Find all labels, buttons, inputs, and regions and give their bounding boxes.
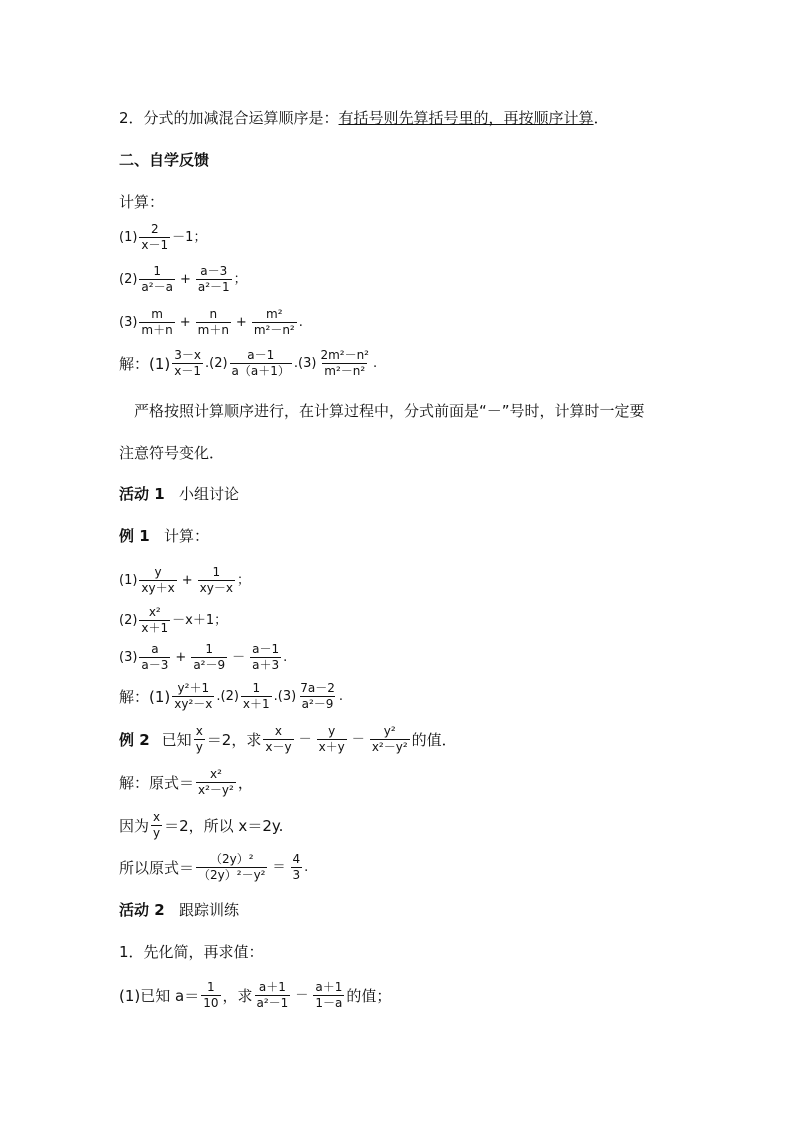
section-heading: 二、自学反馈 xyxy=(119,151,210,169)
compute-label: 计算： xyxy=(119,193,165,211)
activity-2-heading: 活动 2 跟踪训练 xyxy=(119,901,239,919)
example-1-answer: 解：(1) $\frac{\text{y²＋1}}{\text{xy²－x}}$ .(2) $\frac{1}{x+1}$ .(3) $\frac{7a-2}{\text{a²－9}}$ . xyxy=(119,681,343,711)
activity-2-item-1: 1．先化简，再求值： xyxy=(119,943,264,961)
intro-item-2-prefix: 2．分式的加减混合运算顺序是： xyxy=(119,109,339,127)
fraction: $\frac{1}{10}$ xyxy=(203,980,219,1010)
fraction: $\frac{x}{y}$ xyxy=(195,724,203,754)
fraction: $\frac{x}{x-y}$ xyxy=(265,724,292,754)
solution-line-1: 解：原式＝ $\frac{\text{x²}}{\text{x²－y²}}$ ， xyxy=(119,767,253,797)
fraction: $\frac{a-1}{a(a+1)}$ xyxy=(231,348,290,378)
activity-2-question-1: (1)已知 a＝ $\frac{1}{10}$ ，求 $\frac{a+1}{\text{a²－1}}$ － $\frac{a+1}{1-a}$ 的值； xyxy=(119,980,392,1010)
fraction: $\frac{\text{y²＋1}}{\text{xy²－x}}$ xyxy=(174,681,213,711)
solution-line-3: 所以原式＝ $\frac{\text{（2y）²}}{\text{（2y）²－y²}}$ ＝ $\frac{4}{3}$ . xyxy=(119,852,309,882)
activity-1-heading: 活动 1 小组讨论 xyxy=(119,485,239,503)
fraction: $\frac{y}{xy+x}$ xyxy=(141,565,175,595)
answer-line: 解：(1) $\frac{3-x}{x-1}$ .(2) $\frac{a-1}{a(a+1)}$ .(3) $\frac{\text{2m²－n²}}{\text{m²－n²}}$ . xyxy=(119,348,378,378)
fraction: $\frac{1}{\text{a²－a}}$ xyxy=(141,264,173,294)
example-1-heading: 例 1 计算： xyxy=(119,527,209,545)
fraction: $\frac{x}{y}$ xyxy=(153,810,161,840)
fraction: $\frac{a}{a-3}$ xyxy=(141,642,169,672)
fraction: $\frac{a+1}{\text{a²－1}}$ xyxy=(256,980,289,1010)
example-2: 例 2 已知 $\frac{x}{y}$ ＝2，求 $\frac{x}{x-y}$ － $\frac{y}{x+y}$ － $\frac{\text{y²}}{\text{x²－y²}}$ 的值． xyxy=(119,724,457,754)
intro-item-2-suffix: ． xyxy=(593,109,609,127)
fraction: $\frac{a+1}{1-a}$ xyxy=(315,980,343,1010)
fraction: $\frac{y}{x+y}$ xyxy=(318,724,345,754)
fraction: $\frac{a-3}{\text{a²－1}}$ xyxy=(197,264,230,294)
intro-item-2-underlined: 有括号则先算括号里的，再按顺序计算 xyxy=(338,109,594,127)
fraction: $\frac{1}{x+1}$ xyxy=(242,681,270,711)
problem-3: (3) $\frac{m}{m+n}$ + $\frac{n}{m+n}$ + $\frac{\text{m²}}{\text{m²－n²}}$ . xyxy=(119,307,303,337)
solution-line-2: 因为 $\frac{x}{y}$ ＝2，所以 x＝2y. xyxy=(119,810,284,840)
example-1-problem-2: (2) $\frac{\text{x²}}{x+1}$ －x＋1； xyxy=(119,605,228,635)
intro-item-2 xyxy=(119,108,609,128)
fraction: $\frac{1}{xy-x}$ xyxy=(199,565,233,595)
fraction: $\frac{n}{m+n}$ xyxy=(197,307,229,337)
fraction: $\frac{a-1}{a+3}$ xyxy=(252,642,280,672)
problem-rest: －1； xyxy=(172,229,207,245)
fraction: $\frac{\text{y²}}{\text{x²－y²}}$ xyxy=(371,724,408,754)
fraction: $\frac{7a-2}{\text{a²－9}}$ xyxy=(300,681,335,711)
fraction: $\frac{m}{m+n}$ xyxy=(141,307,173,337)
note-line-2: 注意符号变化． xyxy=(119,444,225,462)
fraction: $\frac{3-x}{x-1}$ xyxy=(174,348,201,378)
problem-2: (2) $\frac{1}{\text{a²－a}}$ + $\frac{a-3}{\text{a²－1}}$ ； xyxy=(119,264,247,294)
example-1-problem-1: (1) $\frac{y}{xy+x}$ + $\frac{1}{xy-x}$ ； xyxy=(119,565,250,595)
fraction: $\frac{\text{（2y）²}}{\text{（2y）²－y²}}$ xyxy=(198,852,266,882)
fraction: $\frac{4}{3}$ xyxy=(292,852,301,882)
example-1-problem-3: (3) $\frac{a}{a-3}$ + $\frac{1}{\text{a²－9}}$ － $\frac{a-1}{a+3}$ . xyxy=(119,642,288,672)
fraction: $\frac{\text{m²}}{\text{m²－n²}}$ xyxy=(253,307,295,337)
fraction: $\frac{2}{x-1}$ xyxy=(141,222,169,252)
fraction: $\frac{\text{x²}}{x+1}$ xyxy=(141,605,169,635)
fraction: $\frac{1}{\text{a²－9}}$ xyxy=(193,642,226,672)
fraction: $\frac{\text{2m²－n²}}{\text{m²－n²}}$ xyxy=(320,348,369,378)
note-line-1: 严格按照计算顺序进行，在计算过程中，分式前面是“－”号时，计算时一定要 xyxy=(134,402,645,420)
fraction: $\frac{\text{x²}}{\text{x²－y²}}$ xyxy=(198,767,234,797)
problem-1 xyxy=(119,222,206,253)
problem-index: (1) xyxy=(119,229,138,245)
